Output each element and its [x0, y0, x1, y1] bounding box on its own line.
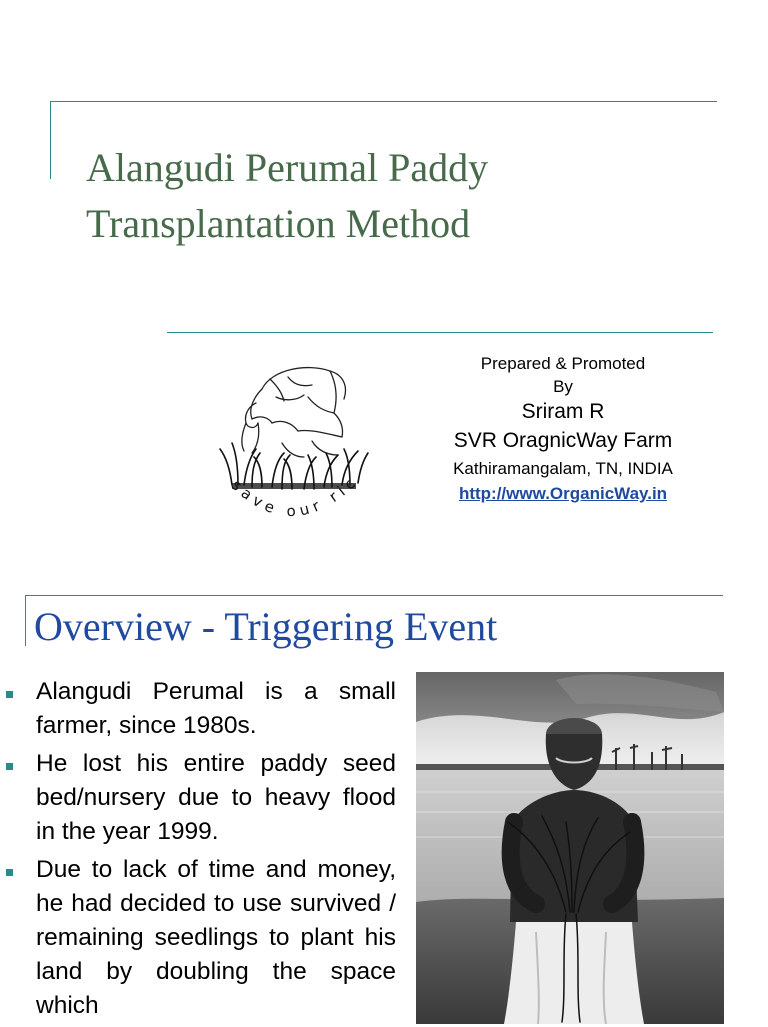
- slide1-left-rule: [50, 101, 51, 179]
- farm-location: Kathiramangalam, TN, INDIA: [453, 459, 673, 478]
- farm-name: SVR OragnicWay Farm: [453, 429, 673, 452]
- farmer-photo: [416, 672, 724, 1024]
- bullet-square-icon: [6, 763, 13, 770]
- slide1-top-rule: [50, 101, 717, 102]
- bullet-item: [0, 853, 400, 1023]
- slide2-title: Overview - Triggering Event: [34, 604, 498, 649]
- slide2-left-rule: [25, 595, 26, 646]
- save-our-rice-logo: [212, 357, 370, 541]
- bullet-text: Alangudi Perumal is a small farmer, since 1980s.: [36, 678, 396, 739]
- bullet-item: [0, 675, 400, 743]
- slide1-title-line2: Transplantation Method: [86, 201, 471, 246]
- website-link[interactable]: http://www.OrganicWay.in: [458, 484, 668, 503]
- prepared-label: Prepared & Promoted: [480, 354, 646, 373]
- farmer-holding-seedlings-photo: [416, 672, 724, 1024]
- bullet-square-icon: [6, 691, 13, 698]
- author-name: Sriram R: [521, 400, 605, 423]
- farmer-planting-rice-icon: [212, 357, 370, 541]
- logo-text: save our ric: [227, 471, 363, 521]
- bullet-text: He lost his entire paddy seed bed/nursery due to heavy flood in the year 1999.: [36, 750, 396, 845]
- slide1-title: [86, 140, 686, 252]
- bullet-list: [0, 675, 400, 1027]
- slide1-middle-rule: [167, 332, 713, 333]
- bullet-text: Due to lack of time and money, he had decided to use survived / remaining seedlings to plant his land by doubling the space which: [36, 856, 396, 1019]
- slide1-title-line1: Alangudi Perumal Paddy: [86, 145, 489, 190]
- credits-block: [412, 352, 714, 505]
- by-label: By: [553, 377, 573, 396]
- slide2-top-rule: [25, 595, 723, 596]
- bullet-item: [0, 747, 400, 849]
- bullet-square-icon: [6, 869, 13, 876]
